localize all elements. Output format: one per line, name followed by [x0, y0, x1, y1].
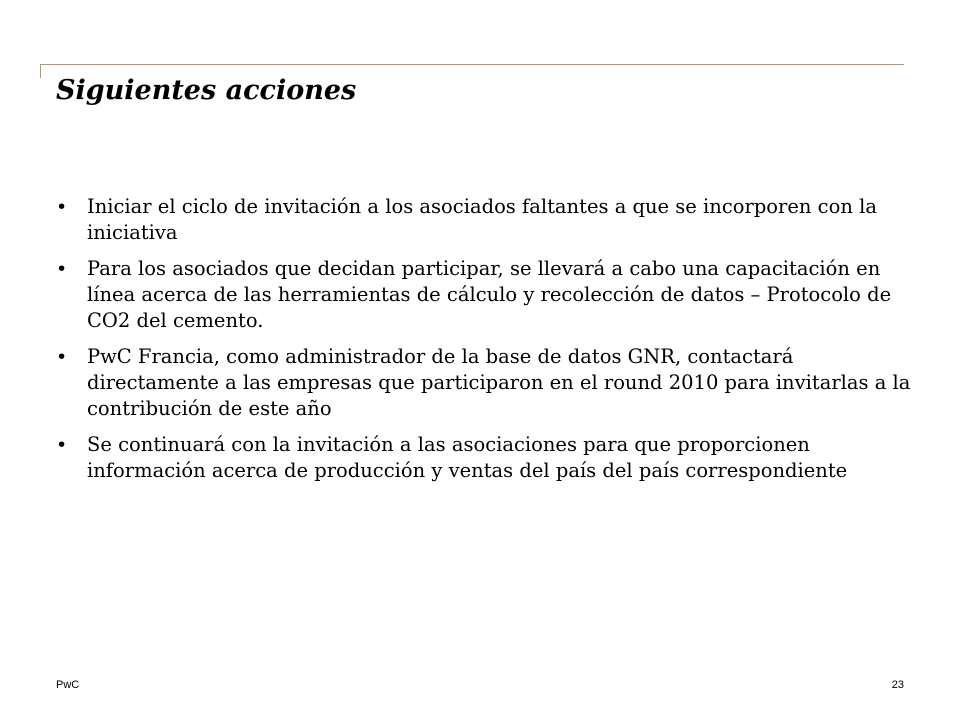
top-divider-rule	[40, 64, 904, 65]
bullet-item	[56, 432, 912, 484]
bullet-text: Para los asociados que decidan participar, se llevará a cabo una capacitación en línea acerca de las herramientas de cálculo y recolección de datos – Protocolo de CO2 del cemento.	[87, 257, 892, 332]
footer-brand: PwC	[56, 679, 80, 691]
bullet-dot-icon: •	[56, 258, 68, 280]
bullet-text: Iniciar el ciclo de invitación a los asociados faltantes a que se incorporen con la iniciativa	[87, 195, 877, 244]
bullet-list	[56, 194, 912, 494]
top-divider-corner	[40, 64, 41, 78]
bullet-item	[56, 256, 912, 334]
slide-title: Siguientes acciones	[56, 75, 357, 106]
bullet-text: Se continuará con la invitación a las asociaciones para que proporcionen información acerca de producción y ventas del país del país correspondiente	[87, 433, 848, 482]
page-number: 23	[891, 679, 904, 691]
bullet-text: PwC Francia, como administrador de la base de datos GNR, contactará directamente a las empresas que participaron en el round 2010 para invitarlas a la contribución de este año	[87, 345, 911, 420]
bullet-item	[56, 194, 912, 246]
bullet-dot-icon: •	[56, 434, 68, 456]
bullet-dot-icon: •	[56, 196, 68, 218]
bullet-dot-icon: •	[56, 346, 68, 368]
bullet-item	[56, 344, 912, 422]
